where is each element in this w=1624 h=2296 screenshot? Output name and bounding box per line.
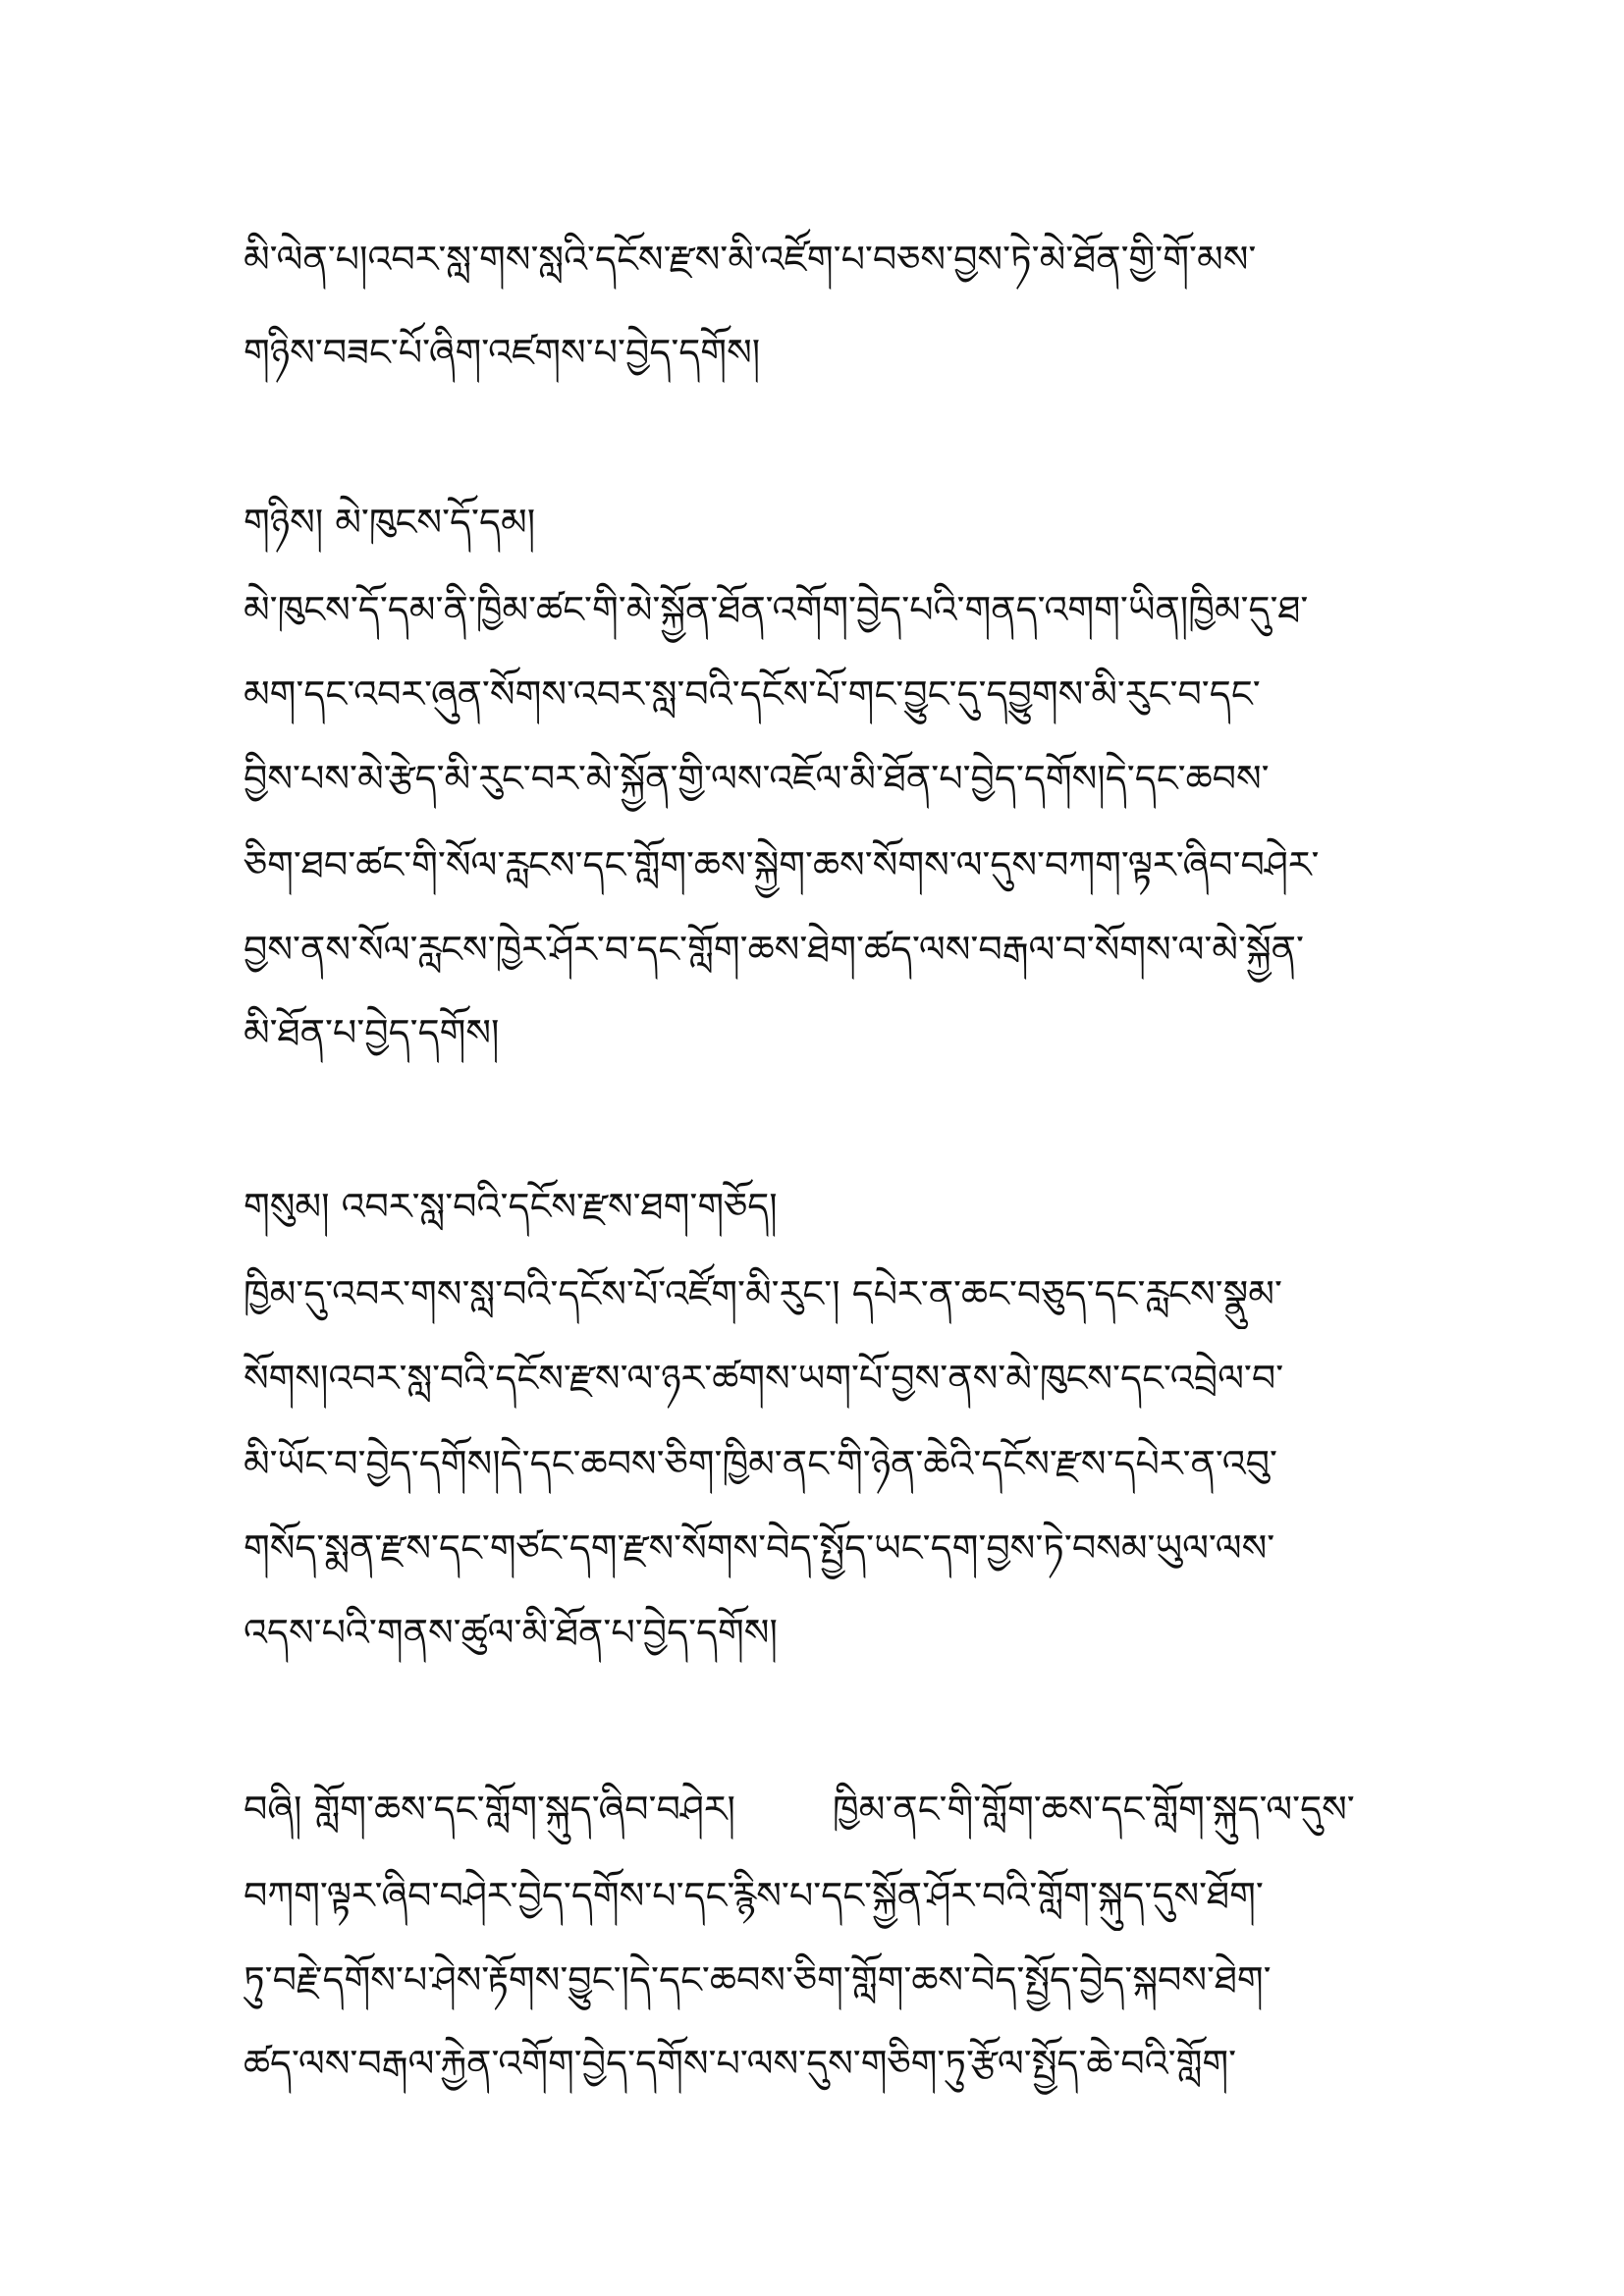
section-2-line-2: མག་དང་འབར་ཞུན་སོགས་འབར་སླ་བའི་དངོས་པོ་གང་བྱུང་དུ་དབྱུགས་མི་རུང་བ་དང་ [244,672,1261,716]
section-3-heading: གསུམ། འབར་སླ་བའི་དངོས་རྫས་ཐག་གཅོད། [244,1185,778,1228]
section-2-line-3: བྱིས་པས་མེ་རྩེད་མི་རུང་བར་མེ་སྐྱོན་གྱི་ལས་འཇོལ་མི་ཐོན་པ་བྱེད་དགོས།དེ་དང་ཆབས་ [244,757,1270,800]
section-4-line-2: བཀག་ལྟར་ཞིབ་བཤེར་བྱེད་དགོས་པ་དང་རྙིས་པ་དང་སྐྱོན་ཤོར་བའི་གློག་སྐུད་དུས་ཐོག་ [244,1874,1264,1917]
section-4-line-1: ཁྱིམ་ནང་གི་གློག་ཆས་དང་གློག་སྐུད་ལ་དུས་ [833,1788,1355,1831]
section-2-line-5: བྱས་ནས་སོལ་རླངས་ཁྱེར་ཤོར་བ་དང་གློག་ཆས་ཐེག་ཚད་ལས་བརྒལ་བ་སོགས་ལ་མེ་སྐྱོན་ [244,928,1304,971]
intro-line-1: མི་ལེན་པ།འབར་སླ་གས་སླའི་དངོས་རྫས་མི་འཛོག་པ་བཅས་བྱས་ཏེ་མེ་ཐོན་གྱི་གོ་མས་ [244,238,1257,281]
section-2-line-1: མེ་ཁུངས་དོ་དམ་ནི་ཁྱིམ་ཚང་གི་མེ་སྐྱོན་ཐོན་འགོག་བྱེད་པའི་གནད་འགག་ཡིན།ཁྱིམ་དུ་ཐ་ [244,588,1309,631]
section-4-heading: བཞི། གློག་ཆས་དང་གློག་སྐུད་ཞིབ་བཤེར། [244,1788,735,1831]
section-3-line-2: སོགས།འབར་སླ་བའི་དངོས་རྫས་ལ་ཉར་ཚགས་ཡག་པོ་བྱས་ནས་མེ་ཁུངས་དང་འབྲེལ་བ་ [244,1357,1284,1400]
section-3-line-4: གསོད་སྨན་རྫས་དང་གཙང་དག་རྫས་སོགས་བེད་སྤྱོད་ཡང་དག་བྱས་ཏེ་བསམ་ཡུལ་ལས་ [244,1526,1275,1570]
section-3-line-3: མི་ཡོང་བ་བྱེད་དགོས།དེ་དང་ཆབས་ཅིག་ཁྱིམ་ནང་གི་ཉེན་ཆེའི་དངོས་རྫས་དཔེར་ན་འབུ་ [244,1442,1278,1485]
section-2-line-6: མི་ཐོན་པ་བྱེད་དགོས། [244,1011,500,1054]
intro-line-2: གཉིས་བཟང་པོ་ཞིག་འཛགས་པ་བྱེད་དགོས། [244,331,761,374]
section-4-line-3: ཏུ་བརྗེ་དགོས་པ་ཤེས་རྟོགས་བྱུང་།དེ་དང་ཆབས་ཅིག་གློག་ཆས་བེད་སྤྱོད་བྱེད་སྐབས་ཐེག་ [244,1958,1272,2002]
section-3-line-5: འདས་པའི་གནས་ཚུལ་མི་ཐོན་པ་བྱེད་དགོས། [244,1611,778,1654]
section-4-line-4: ཚད་ལས་བརྒལ་རྐྱེན་འགོག་བྱེད་དགོས་པ་ལས་དུས་གཅིག་ཏུ་རྩོལ་སྤྱོད་ཆེ་བའི་གློག་ [244,2042,1237,2085]
section-2-line-4: ཅིག་ཐབ་ཚང་གི་སོལ་རླངས་དང་གློག་ཆས་སྐྱེག་ཆས་སོགས་ལ་དུས་བཀག་ལྟར་ཞིབ་བཤེར་ [244,843,1320,886]
section-2-heading: གཉིས། མེ་ཁུངས་དོ་དམ། [244,501,536,544]
section-3-line-1: ཁྱིམ་དུ་འབར་གས་སླ་བའི་དངོས་པོ་འཛོག་མི་རུང་། དཔེར་ན་ཆང་བཅུད་དང་རླངས་སྣུམ་ [244,1272,1282,1315]
